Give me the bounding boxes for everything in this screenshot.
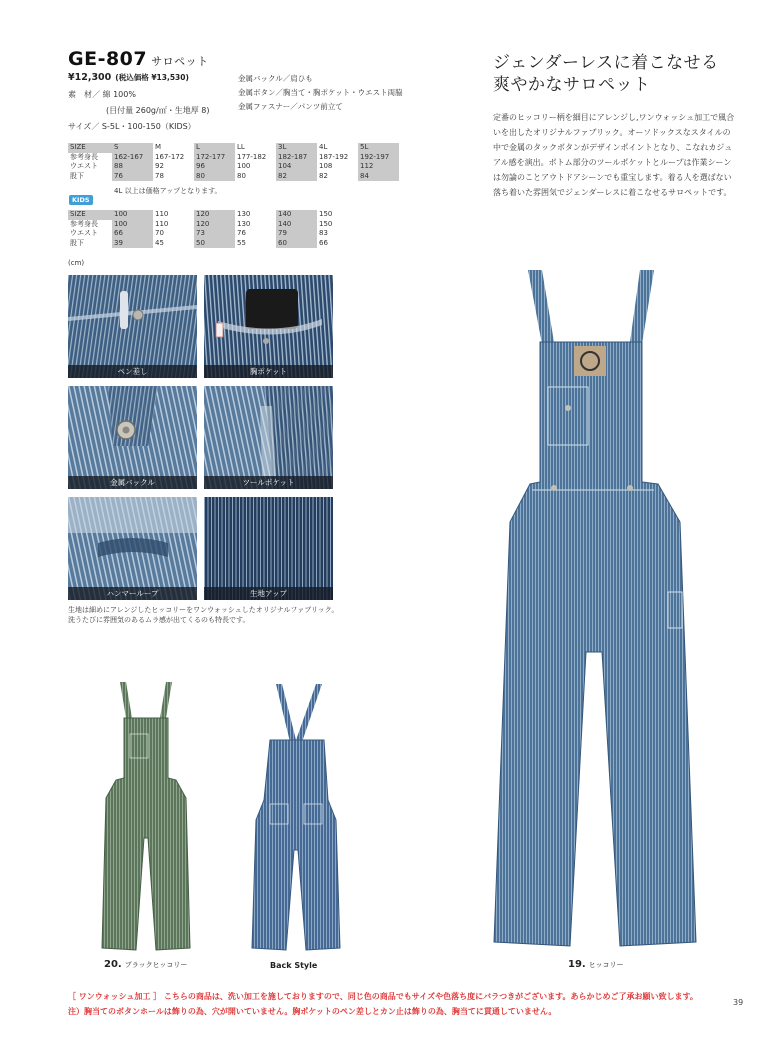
height-cell: 177-182 xyxy=(237,152,267,161)
waist-cell: 112 xyxy=(358,162,399,172)
chest-pocket-photo xyxy=(204,275,333,378)
height-cell: 192-197 xyxy=(358,153,399,163)
inseam-cell: 66 xyxy=(319,238,328,247)
variant-image-black-hickory xyxy=(98,678,194,956)
variant-label-back-style: Back Style xyxy=(270,961,318,970)
photo-caption: ペン差し xyxy=(68,365,197,378)
photo-caption: ハンマーループ xyxy=(68,587,197,600)
waist-cell: 108 xyxy=(319,162,333,170)
unit-label: (cm) xyxy=(68,259,85,267)
height-cell: 120 xyxy=(194,220,235,230)
inseam-cell: 82 xyxy=(319,171,328,180)
waist-cell: 96 xyxy=(194,162,235,172)
price-tax: (税込価格 ¥13,530) xyxy=(115,73,189,82)
waist-cell: 100 xyxy=(237,162,251,170)
fabric-note-line: 洗うたびに雰囲気のあるムラ感が出てくるのも特長です。 xyxy=(68,616,250,624)
detail-photo-chest-pocket xyxy=(204,275,333,378)
material-detail: (目付量 260g/㎡・生地厚 8) xyxy=(106,106,210,115)
wash-tag-text: ワンウォッシュ加工 xyxy=(78,992,151,1001)
row-label: 参考身長 xyxy=(70,219,98,228)
size-cell: 110 xyxy=(155,210,169,218)
detail-photo-pen-holder xyxy=(68,275,197,378)
inseam-cell: 45 xyxy=(155,238,164,247)
height-cell: 182-187 xyxy=(276,153,317,163)
product-title xyxy=(68,48,209,70)
inseam-cell: 82 xyxy=(276,172,317,182)
size-cell: 5L xyxy=(358,143,399,153)
waist-cell: 92 xyxy=(155,162,164,170)
inseam-cell: 60 xyxy=(276,239,317,249)
size-cell: 100 xyxy=(112,210,153,220)
height-cell: 110 xyxy=(155,219,169,228)
size-note: 4L 以上は価格アップとなります。 xyxy=(114,187,222,195)
feature-item: 金属ファスナー／パンツ前立て xyxy=(238,102,343,111)
overall-hickory-image xyxy=(490,262,712,962)
height-cell: 130 xyxy=(237,219,251,228)
wash-text: こちらの商品は、洗い加工を施しておりますので、同じ色の商品でもサイズや色落ち度にバラつきがございます。あらかじめご了承お願い致します。 xyxy=(163,992,698,1001)
size-cell: 130 xyxy=(237,210,251,218)
variant-number: 19. xyxy=(568,959,586,970)
body-copy: 定番のヒッコリー柄を細目にアレンジし,ワンウォッシュ加工で風合いを出したオリジナルファブリック。オーソドックスなスタイルの中で金属のタックボタンがデザインポイントとなり、こなれカジュアル感を演出。ボトム部分のツールポケットとループは作業シーンは勿論のことアウトドアシーンでも重宝します。着る人を選ばない落ち着いた雰囲気でジェンダーレスに着こなせるサロペットです。 xyxy=(493,113,735,197)
material: 素 材／ 綿 100% xyxy=(68,90,136,99)
height-cell: 150 xyxy=(319,219,333,228)
wash-notice xyxy=(68,991,698,1002)
waist-cell: 70 xyxy=(155,229,164,237)
overall-back-style-image xyxy=(248,680,344,956)
row-label: ウエスト xyxy=(70,229,98,237)
variant-name: ブラックヒッコリー xyxy=(124,961,188,969)
row-label: 参考身長 xyxy=(70,152,98,161)
size-table xyxy=(68,143,399,181)
variant-name: ヒッコリー xyxy=(588,961,624,969)
waist-cell: 83 xyxy=(319,229,328,237)
tool-pocket-photo xyxy=(204,386,333,489)
photo-caption: 金属バックル xyxy=(68,476,197,489)
footer-note: 注）胸当てのボタンホールは飾りの為、穴が開いていません。胸ポケットのペン差しとカン止は飾りの為、胸当てに貫通していません。 xyxy=(68,1007,557,1016)
inseam-cell: 78 xyxy=(155,171,164,180)
headline-line: 爽やかなサロペット xyxy=(493,75,651,95)
photo-caption: 胸ポケット xyxy=(204,365,333,378)
height-cell: 167-172 xyxy=(155,152,185,161)
size-cell: LL xyxy=(237,143,245,151)
headline-line: ジェンダーレスに着こなせる xyxy=(493,53,719,73)
size-cell: S xyxy=(112,143,153,153)
product-name: サロペット xyxy=(151,55,209,68)
detail-photo-hammer-loop xyxy=(68,497,197,600)
height-cell: 100 xyxy=(112,220,153,230)
kids-size-table xyxy=(68,210,358,248)
photo-caption: ツールポケット xyxy=(204,476,333,489)
variant-image-back-style xyxy=(248,680,344,956)
photo-caption: 生地アップ xyxy=(204,587,333,600)
size-cell: 150 xyxy=(319,210,333,218)
fabric-note-line: 生地は細めにアレンジしたヒッコリーをワンウォッシュしたオリジナルファブリック。 xyxy=(68,606,339,614)
price xyxy=(68,72,189,83)
variant-label-hickory xyxy=(568,959,624,970)
product-code: GE-807 xyxy=(68,48,148,70)
size-cell: 120 xyxy=(194,210,235,220)
height-cell: 140 xyxy=(276,220,317,230)
variant-number: 20. xyxy=(104,959,122,970)
waist-cell: 104 xyxy=(276,162,317,172)
hammer-loop-photo xyxy=(68,497,197,600)
feature-item: 金属ボタン／胸当て・胸ポケット・ウエスト両脇 xyxy=(238,88,403,97)
inseam-cell: 55 xyxy=(237,238,246,247)
inseam-cell: 50 xyxy=(194,239,235,249)
waist-cell: 73 xyxy=(194,229,235,239)
height-cell: 162-167 xyxy=(112,153,153,163)
waist-cell: 66 xyxy=(112,229,153,239)
inseam-cell: 80 xyxy=(237,171,246,180)
variant-label-black-hickory xyxy=(104,959,187,970)
pen-holder-photo xyxy=(68,275,197,378)
metal-buckle-photo xyxy=(68,386,197,489)
detail-photo-fabric-closeup xyxy=(204,497,333,600)
size-cell: 3L xyxy=(276,143,317,153)
fabric-closeup-photo xyxy=(204,497,333,600)
overall-black-hickory-image xyxy=(98,678,194,956)
row-label: 股下 xyxy=(70,238,84,247)
detail-photo-metal-buckle xyxy=(68,386,197,489)
headline xyxy=(493,52,719,96)
size-cell: L xyxy=(194,143,235,153)
size-cell: M xyxy=(155,143,162,151)
waist-cell: 88 xyxy=(112,162,153,172)
main-product-image xyxy=(490,262,712,962)
price-value: ¥12,300 xyxy=(68,72,112,83)
inseam-cell: 39 xyxy=(112,239,153,249)
row-label: ウエスト xyxy=(70,162,98,170)
kids-badge: KIDS xyxy=(69,195,93,205)
row-label: SIZE xyxy=(68,210,112,220)
height-cell: 172-177 xyxy=(194,153,235,163)
row-label: 股下 xyxy=(70,171,84,180)
waist-cell: 79 xyxy=(276,229,317,239)
waist-cell: 76 xyxy=(237,229,246,237)
size-cell: 140 xyxy=(276,210,317,220)
sizes-line: サイズ／ S-5L・100-150（KIDS） xyxy=(68,122,196,131)
row-label: SIZE xyxy=(68,143,112,153)
height-cell: 187-192 xyxy=(319,152,349,161)
inseam-cell: 80 xyxy=(194,172,235,182)
page-number: 39 xyxy=(733,998,744,1007)
inseam-cell: 76 xyxy=(112,172,153,182)
size-cell: 4L xyxy=(319,143,328,151)
detail-photo-tool-pocket xyxy=(204,386,333,489)
inseam-cell: 84 xyxy=(358,172,399,182)
feature-item: 金属バックル／肩ひも xyxy=(238,74,313,83)
wash-tag: ［ ワンウォッシュ加工 ］ xyxy=(68,992,162,1001)
